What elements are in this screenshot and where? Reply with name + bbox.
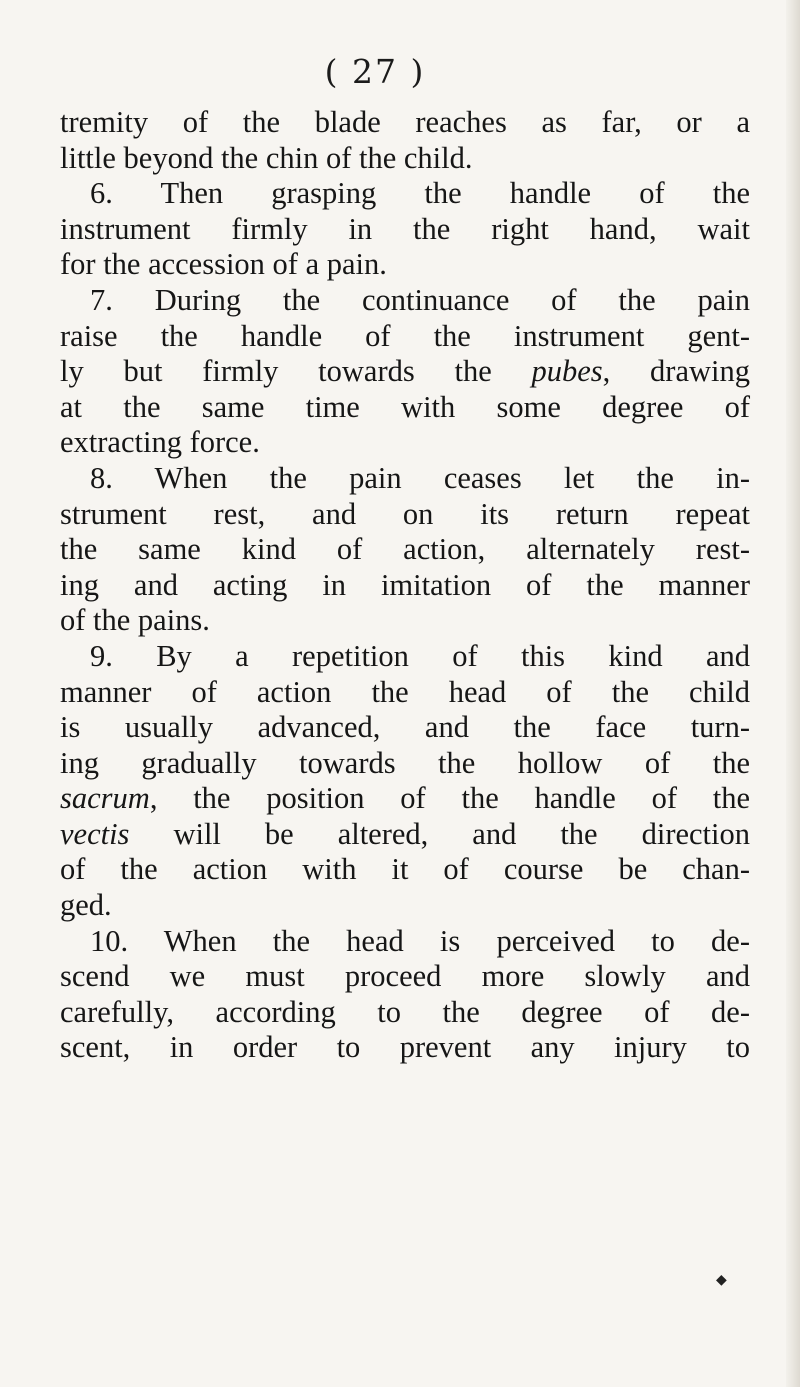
text-segment: ly but firmly towards the (60, 354, 532, 389)
text-line: scend we must proceed more slowly and (60, 959, 750, 994)
text-line: the same kind of action, alternately rest- (60, 532, 750, 567)
text-line: little beyond the chin of the child. (60, 140, 473, 175)
text-line: of the pains. (60, 603, 210, 638)
text-line: extracting force. (60, 425, 260, 460)
italic-term: pubes (531, 354, 603, 389)
text-line: ing and acting in imitation of the manner (60, 567, 750, 602)
text-segment: , drawing (602, 354, 750, 389)
italic-term: vectis (60, 816, 130, 851)
text-line: 6. Then grasping the handle of the (90, 176, 750, 211)
text-line: tremity of the blade reaches as far, or a (60, 105, 750, 139)
text-line: ing gradually towards the hollow of the (60, 745, 750, 780)
text-line: manner of action the head of the child (60, 674, 750, 709)
text-line: raise the handle of the instrument gent- (60, 318, 750, 353)
text-line: 9. By a repetition of this kind and (90, 638, 750, 673)
text-line: ged. (60, 888, 112, 923)
text-line (60, 781, 750, 817)
text-line: 7. During the continuance of the pain (90, 282, 750, 317)
text-line: strument rest, and on its return repeat (60, 496, 750, 531)
page-number: ( 27 ) (324, 52, 426, 91)
page-edge (786, 0, 800, 1387)
italic-term: sacrum (60, 781, 150, 816)
text-segment: , the position of the handle of the (149, 781, 750, 816)
text-line (60, 354, 750, 390)
text-line: is usually advanced, and the face turn- (60, 710, 750, 745)
text-line: 10. When the head is perceived to de- (90, 923, 750, 958)
text-line: of the action with it of course be chan- (60, 852, 750, 887)
text-line: carefully, according to the degree of de- (60, 994, 750, 1029)
text-line: instrument firmly in the right hand, wait (60, 211, 750, 246)
text-line: at the same time with some degree of (60, 389, 750, 424)
catchmark-glyph: ◆ (716, 1272, 727, 1288)
text-line (60, 817, 750, 853)
text-segment: will be altered, and the direction (129, 816, 750, 851)
text-line: 8. When the pain ceases let the in- (90, 460, 750, 495)
text-line: scent, in order to prevent any injury to (60, 1030, 750, 1065)
text-line: for the accession of a pain. (60, 247, 387, 282)
body-text (60, 105, 750, 1066)
